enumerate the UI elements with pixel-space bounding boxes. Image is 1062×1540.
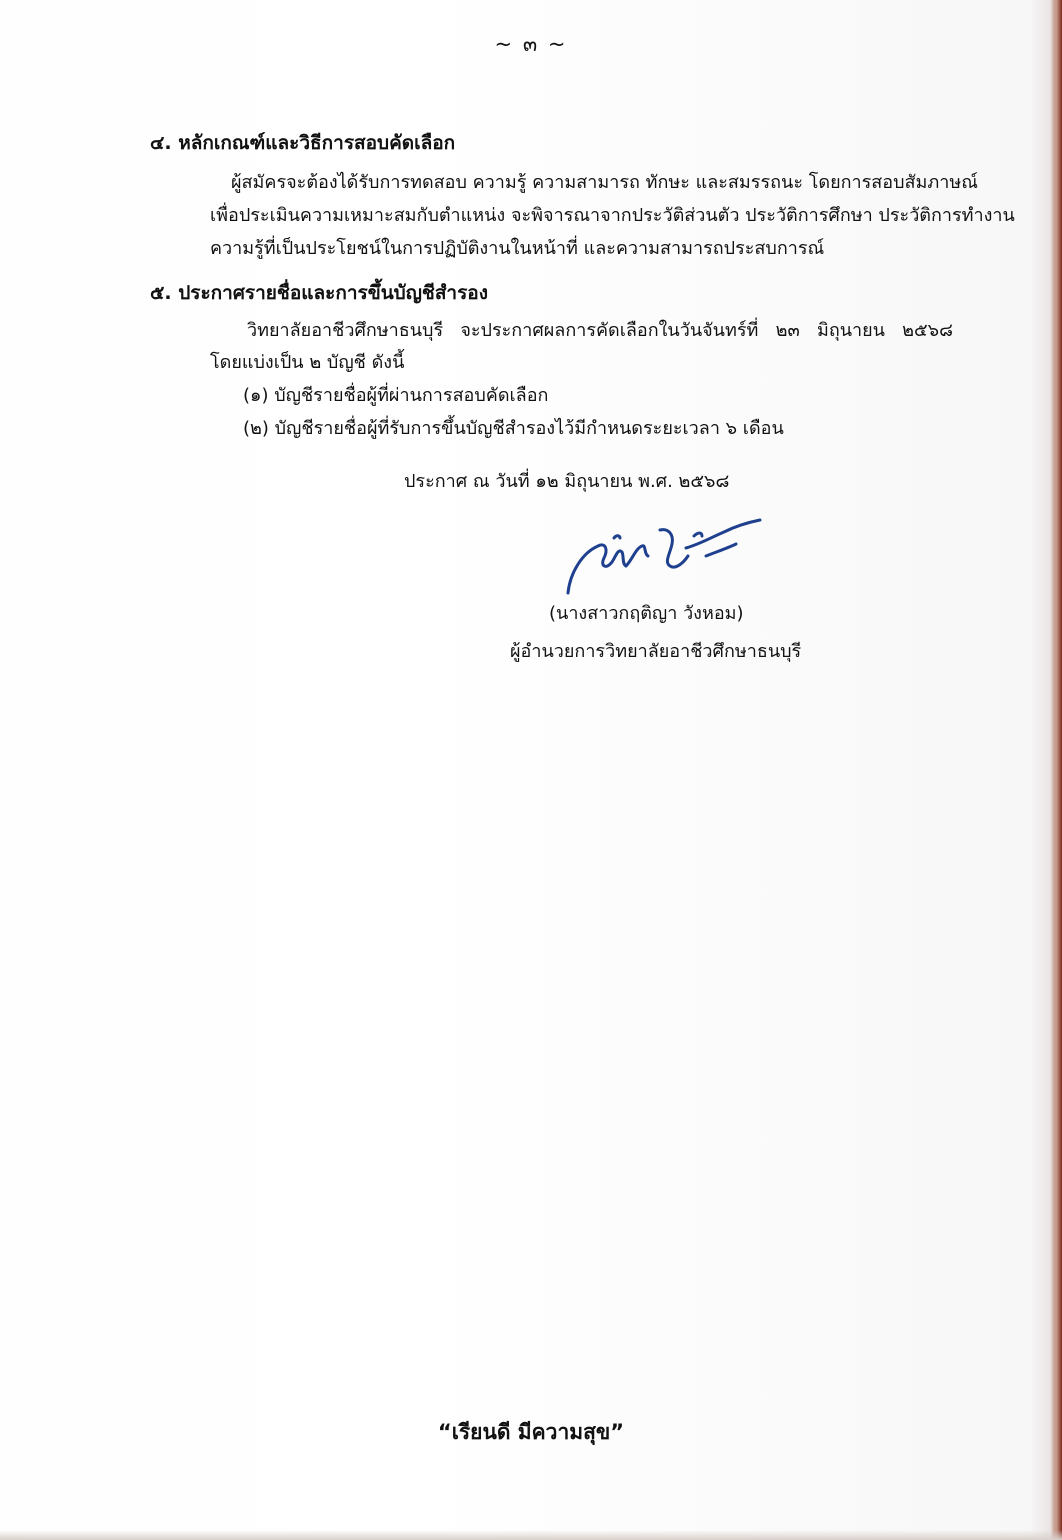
- section-5-intro-line-1: วิทยาลัยอาชีวศึกษาธนบุรี จะประกาศผลการคัดเลือกในวันจันทร์ที่ ๒๓ มิถุนายน ๒๕๖๘: [247, 320, 953, 341]
- section-5-intro-line-2: โดยแบ่งเป็น ๒ บัญชี ดังนี้: [210, 352, 405, 373]
- section-5-item-1: (๑) บัญชีรายชื่อผู้ที่ผ่านการสอบคัดเลือก: [243, 385, 549, 406]
- section-4-line-3: ความรู้ที่เป็นประโยชน์ในการปฏิบัติงานในหน้าที่ และความสามารถประสบการณ์: [210, 238, 825, 259]
- page-bottom-shadow: [0, 1530, 1062, 1540]
- signature-image: [560, 518, 765, 600]
- page-number: ~ ๓ ~: [494, 32, 568, 56]
- section-5-heading: ๕. ประกาศรายชื่อและการขึ้นบัญชีสำรอง: [150, 282, 488, 304]
- announcement-date: ประกาศ ณ วันที่ ๑๒ มิถุนายน พ.ศ. ๒๕๖๘: [404, 471, 730, 492]
- page-edge-shadow: [1050, 0, 1062, 1540]
- section-4-line-2: เพื่อประเมินความเหมาะสมกับตำแหน่ง จะพิจารณาจากประวัติส่วนตัว ประวัติการศึกษา ประวัติการทำงาน: [210, 205, 1015, 226]
- college-motto: “เรียนดี มีความสุข”: [437, 1420, 625, 1444]
- section-5-item-2: (๒) บัญชีรายชื่อผู้ที่รับการขึ้นบัญชีสำรองไว้มีกำหนดระยะเวลา ๖ เดือน: [243, 418, 784, 439]
- section-4-heading: ๔. หลักเกณฑ์และวิธีการสอบคัดเลือก: [150, 132, 456, 154]
- signatory-name: (นางสาวกฤติญา วังหอม): [549, 603, 744, 624]
- signatory-position: ผู้อำนวยการวิทยาลัยอาชีวศึกษาธนบุรี: [510, 641, 802, 662]
- section-4-line-1: ผู้สมัครจะต้องได้รับการทดสอบ ความรู้ ความสามารถ ทักษะ และสมรรถนะ โดยการสอบสัมภาษณ์: [231, 172, 978, 193]
